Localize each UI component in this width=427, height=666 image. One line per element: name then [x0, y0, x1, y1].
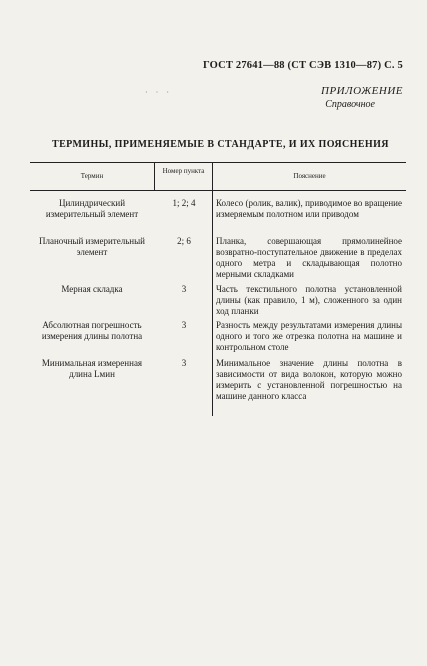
term-cell: Минимальная измеренная длина Lмин [41, 358, 143, 379]
explanation-cell: Разность между результатами измерения длины одного и того же отрезка полотна на машине и контрольном столе [216, 320, 402, 352]
appendix-type: Справочное [325, 99, 375, 110]
number-cell: 3 [181, 320, 187, 330]
term-cell: Мерная складка [61, 284, 123, 294]
number-cell: 2; 6 [177, 236, 191, 246]
explanation-cell: Планка, совершающая прямолинейное возвратно-поступательное движение в пределах одного метра и складывающая полотно мерными складками [216, 236, 402, 279]
column-divider-2 [212, 162, 213, 416]
number-cell: 3 [181, 358, 187, 368]
appendix-label: ПРИЛОЖЕНИЕ [321, 85, 403, 97]
document-reference: ГОСТ 27641—88 (СТ СЭВ 1310—87) С. 5 [202, 60, 403, 71]
term-cell: Цилиндрический измерительный элемент [45, 198, 139, 219]
column-header-number: Номер пункта [162, 167, 205, 175]
explanation-cell: Колесо (ролик, валик), приводимое во вращение измеряемым полотном или приводом [216, 198, 402, 219]
table-title: ТЕРМИНЫ, ПРИМЕНЯЕМЫЕ В СТАНДАРТЕ, И ИХ ПОЯСНЕНИЯ [52, 139, 389, 150]
number-cell: 1; 2; 4 [172, 198, 196, 208]
column-header-explanation: Пояснение [293, 172, 326, 180]
scan-specks: · · · [145, 88, 172, 97]
term-cell: Абсолютная погрешность измерения длины полотна [41, 320, 143, 341]
number-cell: 3 [181, 284, 187, 294]
explanation-cell: Минимальное значение длины полотна в зависимости от вида волокон, которую можно измерить с установленной погрешностью на машине данного класса [216, 358, 402, 401]
term-cell: Планочный измерительный элемент [39, 236, 145, 257]
table-top-rule [30, 162, 406, 163]
column-header-term: Термин [80, 172, 104, 180]
header-bottom-rule [30, 190, 406, 191]
explanation-cell: Часть текстильного полотна установленной длины (как правило, 1 м), сложенного за один ход планки [216, 284, 402, 316]
